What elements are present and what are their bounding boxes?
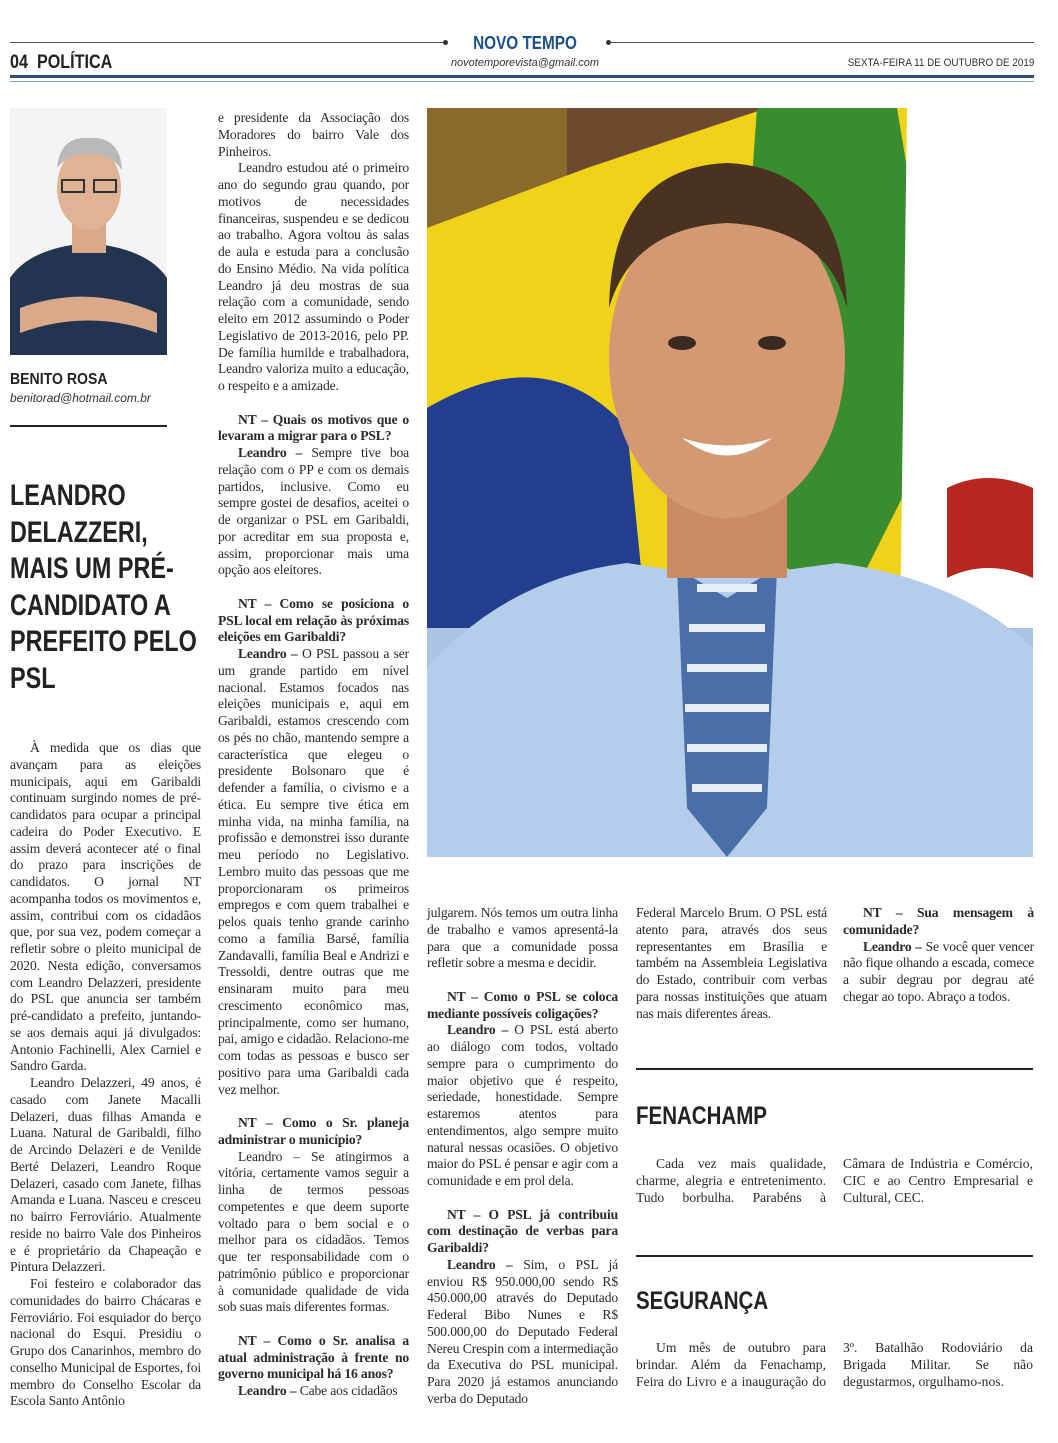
seguranca-text <box>636 1340 1033 1390</box>
article-paragraph: Foi festeiro e colaborador das comunidades do bairro Chácaras e Ferroviário. Foi esquiador do berço nacional do Esqui. Presidiu o Grupo dos Canarinhos, membro do conselho Municipal de Esportes, foi membro do Conselho Escolar da Escola Santo Antônio <box>10 1276 201 1409</box>
fenachamp-paragraph: Cada vez mais qualidade, charme, alegria e entretenimento. Tudo borbulha. Parabéns à Câmara de Indústria e Comércio, CIC e ao Centro Empresarial e Cultural, CEC. <box>636 1156 1033 1205</box>
article-headline: LEANDRO DELAZZERI, MAIS UM PRÉ-CANDIDATO A PREFEITO PELO PSL <box>10 479 197 695</box>
header-dot <box>606 40 611 45</box>
leandro-photo <box>427 108 1033 857</box>
article-paragraph: Leandro Delazzeri, 49 anos, é casado com Janete Macalli Delazeri, duas filhas Amanda e Luana. Natural de Garibaldi, filho de Arcindo Delazeri e de Venilde Berté Delazeri, Leandro Roque Delazeri, casado com Janete, filhas Amanda e Luana. Nasceu e cresceu no bairro Ferroviário. Atualmente reside no bairro Vale dos Pinheiros e é proprietário da Chapeação e Pintura Delazzeri. <box>10 1075 201 1275</box>
article-paragraph: À medida que os dias que avançam para as eleições municipais, aqui em Garibaldi continuam surgindo nomes de pré-candidatos para ocupar a principal cadeira do Poder Executivo. E assim deverá acontecer até o final do prazo para inscrições de candidatos. O jornal NT acompanha todos os movimentos e, assim, contribui com os cidadãos que, por sua vez, podem começar a refletir sobre o pleito municipal de 2020. Nesta edição, conversamos com Leandro Delazzeri, presidente do PSL que anuncia ser também pré-candidato a prefeito, juntando-se aos demais aqui já divulgados: Antonio Fachinelli, Alex Carniel e Sandro Garda. <box>10 740 201 1074</box>
interview-question: NT – Sua mensagem à comunidade? <box>843 905 1034 937</box>
speaker-label: Leandro – <box>238 1383 297 1398</box>
article-paragraph: julgarem. Nós temos um outra linha de trabalho e vamos apresentá-la para que a comunidade possa refletir sobre a mesma e decidir. <box>427 905 618 971</box>
interview-question: NT – O PSL já contribuiu com destinação de verbas para Garibaldi? <box>427 1206 618 1255</box>
interview-answer <box>218 1383 409 1400</box>
speaker-label: Leandro – <box>238 646 298 661</box>
article-column-2 <box>218 110 409 1400</box>
interview-question: NT – Como se posiciona o PSL local em relação às próximas eleições em Garibaldi? <box>218 595 409 645</box>
article-column-1 <box>10 740 201 1410</box>
answer-text: Cabe aos cidadãos <box>299 1383 398 1398</box>
author-divider <box>10 425 167 427</box>
seguranca-title: SEGURANÇA <box>636 1287 769 1315</box>
author-email[interactable]: benitorad@hotmail.com.br <box>10 391 151 405</box>
fenachamp-text <box>636 1156 1033 1206</box>
article-column-4 <box>636 905 827 1022</box>
speaker-label: Leandro – <box>238 445 303 460</box>
fenachamp-divider <box>636 1068 1033 1070</box>
answer-text: Sim, o PSL já enviou R$ 950.000,00 sendo R$ 450.000,00 através do Deputado Federal Bibo Nunes e R$ 500.000,00 do Deputado Federal Nereu Crespin com a intermediação da Executiva do PSL municipal. Para 2020 já estamos anunciando verba do Deputado <box>427 1256 619 1406</box>
answer-text: Sempre tive boa relação com o PP e com os demais partidos, inclusive. Como eu sempre gostei de desafios, aceitei o de organizar o PSL em Garibaldi, por acreditar em sua proposta e, assim, proporcionar mais uma opção aos eleitores. <box>218 445 409 578</box>
article-column-3 <box>427 905 618 1408</box>
speaker-label: Leandro – <box>447 1256 513 1272</box>
newspaper-brand: NOVO TEMPO <box>473 33 577 53</box>
speaker-label: Leandro – <box>238 1148 300 1164</box>
author-name: BENITO ROSA <box>10 371 108 388</box>
seguranca-divider <box>636 1255 1033 1257</box>
header-divider <box>10 75 1034 78</box>
fenachamp-title: FENACHAMP <box>636 1102 767 1130</box>
interview-answer <box>218 646 409 1098</box>
interview-answer <box>843 939 1034 1006</box>
header-divider-thin <box>10 81 1034 82</box>
author-photo <box>10 108 167 355</box>
answer-text: Se atingirmos a vitória, certamente vamos seguir a linha de termos pessoas competentes e que deem suporte voltado para o bem social e o melhor para os cidadãos. Temos que ter responsabilidade com o patrimônio público e proporcionar à comunidade qualidade de vida sob suas mais diferentes formas. <box>218 1148 410 1315</box>
interview-question: NT – Como o Sr. analisa a atual administração à frente no governo municipal há 16 anos? <box>218 1332 409 1382</box>
interview-answer <box>218 1149 409 1317</box>
interview-answer <box>427 1257 618 1408</box>
issue-date: SEXTA-FEIRA 11 DE OUTUBRO DE 2019 <box>847 57 1034 69</box>
seguranca-paragraph: Um mês de outubro para brindar. Além da Fenachamp, Feira do Livro e a inauguração do 3º. Batalhão Rodoviário da Brigada Militar. Se não degustarmos, orgulhamo-nos. <box>636 1340 1033 1389</box>
header-rule-left <box>10 42 443 43</box>
interview-answer <box>427 1022 618 1190</box>
interview-answer <box>218 445 409 579</box>
article-paragraph: Leandro estudou até o primeiro ano do segundo grau quando, por motivos de necessidades financeiras, suspendeu e se dedicou ao trabalho. Agora voltou às salas de aula e estuda para a conclusão do Ensino Médio. Na vida política Leandro já deu mostras de sua relação com a comunidade, sendo eleito em 2012 assumindo o Poder Legislativo de 2013-2016, pelo PP. De família humilde e trabalhadora, Leandro valoriza muito a educação, o respeito e a amizade. <box>218 160 409 393</box>
interview-question: NT – Como o PSL se coloca mediante possíveis coligações? <box>427 988 618 1021</box>
newspaper-email[interactable]: novotemporevista@gmail.com <box>450 57 600 69</box>
interview-question: NT – Como o Sr. planeja administrar o município? <box>218 1115 409 1147</box>
header-rule-right <box>610 42 1034 43</box>
speaker-label: Leandro – <box>447 1022 509 1038</box>
answer-text: O PSL está aberto ao diálogo com todos, voltado sempre para o cumprimento do maior objetivo que é respeito, seriedade, honestidade. Sempre estaremos atentos para entendimentos, algo sempre muito natural nessas ocasiões. O objetivo maior do PSL é pensar e agir com a comunidade e em prol dela. <box>427 1022 619 1188</box>
answer-text: O PSL passou a ser um grande partido em nível nacional. Estamos focados nas eleições municipais e, aqui em Garibaldi, estamos crescendo com os pés no chão, mantendo sempre a característica que elegeu o presidente Bolsonaro que é defender a família, o civismo e a ética. Eu sempre tive ética em minha vida, na minha família, na profissão e demonstrei isso durante meu período no Legislativo. Lembro muito das pessoas que me proporcionaram os primeiros empregos e com quem trabalhei e pelos quais tenho grande carinho como a família Barsé, família Zandavalli, família Beal e Andrizi e Tressoldi, dentre outras que me ensinaram muito para meu crescimento econômico mas, principalmente, como ser humano, pai, amigo e cidadão. Relaciono-me com todas as pessoas e busco ser positivo para uma Garibaldi cada vez melhor. <box>218 646 409 1097</box>
header-dot <box>443 40 448 45</box>
answer-text: Se você quer vencer não fique olhando a escada, comece a subir degrau por degrau até chegar ao topo. Abraço a todos. <box>843 938 1035 1004</box>
interview-question: NT – Quais os motivos que o levaram a migrar para o PSL? <box>218 411 409 444</box>
article-paragraph: Federal Marcelo Brum. O PSL está atento para, através dos seus representantes em Brasília e também na Assembleia Legislativa do Estado, contribuir com verbas para nossas instituições que atuam nas mais diferentes áreas. <box>636 905 827 1021</box>
page-section: 04 POLÍTICA <box>10 52 113 73</box>
article-paragraph: e presidente da Associação dos Moradores do bairro Vale dos Pinheiros. <box>218 110 409 159</box>
article-column-5 <box>843 905 1034 1006</box>
speaker-label: Leandro – <box>863 938 922 954</box>
